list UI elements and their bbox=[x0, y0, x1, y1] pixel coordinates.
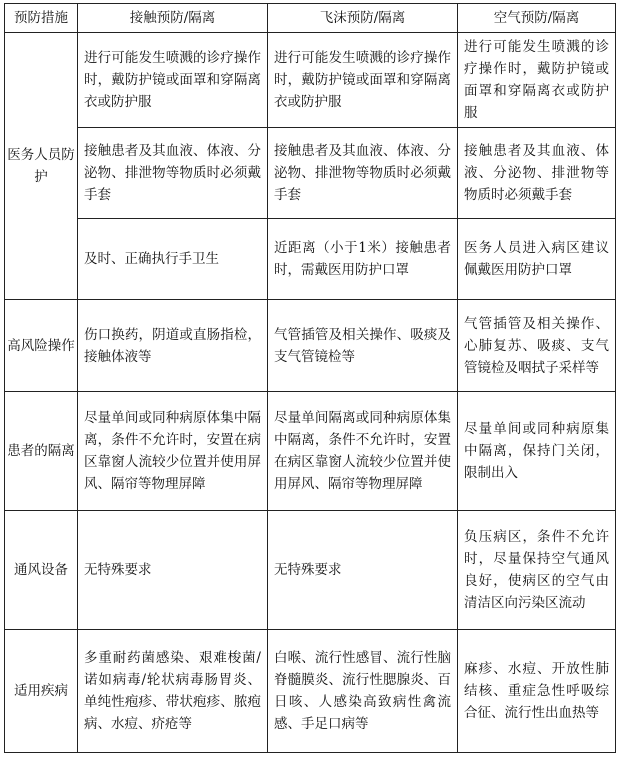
table-row bbox=[5, 392, 616, 511]
table-cell: 气管插管及相关操作、吸痰及支气管镜检等 bbox=[268, 300, 458, 392]
category-cell: 患者的隔离 bbox=[5, 392, 78, 511]
header-contact: 接触预防/隔离 bbox=[78, 4, 268, 33]
table-cell: 尽量单间隔离或同种病原体集中隔离，条件不允许时，安置在病区靠窗人流较少位置并使用屏风、隔帘等物理屏障 bbox=[268, 392, 458, 511]
isolation-precautions-table bbox=[4, 3, 616, 753]
header-airborne: 空气预防/隔离 bbox=[458, 4, 616, 33]
table-cell: 尽量单间或同种病原体集中隔离，条件不允许时，安置在病区靠窗人流较少位置并使用屏风、隔帘等物理屏障 bbox=[78, 392, 268, 511]
table-cell: 接触患者及其血液、体液、分泌物、排泄物等物质时必须戴手套 bbox=[78, 128, 268, 219]
table-cell: 近距离（小于1米）接触患者时，需戴医用防护口罩 bbox=[268, 219, 458, 300]
category-cell: 医务人员防护 bbox=[5, 33, 78, 300]
table-cell: 多重耐药菌感染、艰难梭菌/诺如病毒/轮状病毒肠胃炎、单纯性疱疹、带状疱疹、脓疱病、水痘、疥疮等 bbox=[78, 630, 268, 753]
table-row bbox=[5, 300, 616, 392]
table-cell: 进行可能发生喷溅的诊疗操作时，戴防护镜或面罩和穿隔离衣或防护服 bbox=[78, 33, 268, 128]
table-cell: 接触患者及其血液、体液、分泌物、排泄物等物质时必须戴手套 bbox=[268, 128, 458, 219]
table-cell: 无特殊要求 bbox=[268, 511, 458, 630]
table-cell: 及时、正确执行手卫生 bbox=[78, 219, 268, 300]
table-cell: 伤口换药，阴道或直肠指检，接触体液等 bbox=[78, 300, 268, 392]
table-cell: 无特殊要求 bbox=[78, 511, 268, 630]
table-row bbox=[5, 630, 616, 753]
table-cell: 医务人员进入病区建议佩戴医用防护口罩 bbox=[458, 219, 616, 300]
header-row bbox=[5, 4, 616, 33]
table-cell: 负压病区，条件不允许时，尽量保持空气通风良好，使病区的空气由清洁区向污染区流动 bbox=[458, 511, 616, 630]
table-cell: 麻疹、水痘、开放性肺结核、重症急性呼吸综合征、流行性出血热等 bbox=[458, 630, 616, 753]
header-droplet: 飞沫预防/隔离 bbox=[268, 4, 458, 33]
category-cell: 通风设备 bbox=[5, 511, 78, 630]
table-cell: 接触患者及其血液、体液、分泌物、排泄物等物质时必须戴手套 bbox=[458, 128, 616, 219]
category-cell: 高风险操作 bbox=[5, 300, 78, 392]
table-cell: 白喉、流行性感冒、流行性脑脊髓膜炎、流行性腮腺炎、百日咳、人感染高致病性禽流感、手足口病等 bbox=[268, 630, 458, 753]
header-measure: 预防措施 bbox=[5, 4, 78, 33]
table-cell: 气管插管及相关操作、心肺复苏、吸痰、支气管镜检及咽拭子采样等 bbox=[458, 300, 616, 392]
table-row bbox=[5, 33, 616, 128]
table-cell: 进行可能发生喷溅的诊疗操作时，戴防护镜或面罩和穿隔离衣或防护服 bbox=[268, 33, 458, 128]
table-cell: 尽量单间或同种病原集中隔离，保持门关闭，限制出入 bbox=[458, 392, 616, 511]
category-cell: 适用疾病 bbox=[5, 630, 78, 753]
table-row bbox=[5, 219, 616, 300]
table-cell: 进行可能发生喷溅的诊疗操作时，戴防护镜或面罩和穿隔离衣或防护服 bbox=[458, 33, 616, 128]
table-row bbox=[5, 128, 616, 219]
table-row bbox=[5, 511, 616, 630]
